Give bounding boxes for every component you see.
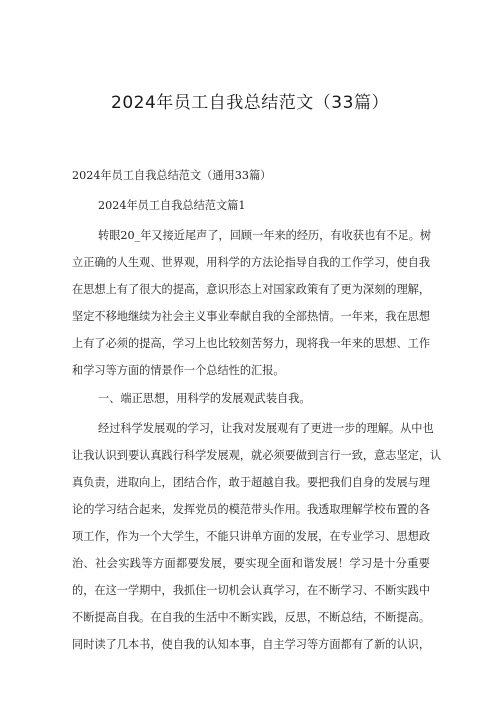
paragraph-line: 转眼20_年又接近尾声了，回顾一年来的经历，有收获也有不足。树 bbox=[98, 229, 432, 242]
section-title: 一、端正思想，用科学的发展观武装自我。 bbox=[98, 392, 311, 405]
paragraph-line: 坚定不移地继续为社会主义事业奉献自我的全部热情。一年来，我在思想 bbox=[72, 310, 431, 323]
paragraph-line: 真负责，进取向上，团结合作，敢于超越自我。要把我们自身的发展与理 bbox=[72, 476, 431, 489]
paragraph-line: 经过科学发展观的学习，让我对发展观有了更进一步的理解。从中也 bbox=[98, 422, 434, 435]
paragraph-line: 论的学习结合起来，发挥党员的模范带头作用。我透取理解学校布置的各 bbox=[72, 503, 431, 516]
paragraph-line: 让我认识到要认真践行科学发展观，就必须要做到言行一致，意志坚定，认 bbox=[72, 449, 442, 462]
paragraph-line: 和学习等方面的情景作一个总结性的汇报。 bbox=[72, 364, 285, 377]
paragraph-line: 的，在这一学期中，我抓住一切机会认真学习，在不断学习、不断实践中 bbox=[72, 584, 431, 597]
paragraph-line: 立正确的人生观、世界观，用科学的方法论指导自我的工作学习，使自我 bbox=[72, 256, 431, 269]
paragraph-line: 在思想上有了很大的提高，意识形态上对国家政策有了更为深刻的理解， bbox=[72, 283, 431, 296]
document-title: 2024年员工自我总结范文（33篇） bbox=[111, 93, 389, 113]
paragraph-line: 项工作，作为一个大学生，不能只讲单方面的发展，在专业学习、思想政 bbox=[72, 530, 431, 543]
paragraph-line: 治、社会实践等方面都要发展，要实现全面和谐发展！学习是十分重要 bbox=[72, 557, 430, 570]
document-subtitle: 2024年员工自我总结范文（通用33篇） bbox=[72, 169, 272, 182]
paragraph-line: 上有了必须的提高，学习上也比较刻苦努力，现将我一年来的思想、工作 bbox=[72, 337, 431, 350]
section-heading: 2024年员工自我总结范文篇1 bbox=[98, 199, 246, 212]
paragraph-line: 同时读了几本书，使自我的认知本事，自主学习等方面都有了新的认识， bbox=[72, 638, 431, 651]
paragraph-line: 不断提高自我。在自我的生活中不断实践，反思，不断总结，不断提高。 bbox=[72, 611, 431, 624]
